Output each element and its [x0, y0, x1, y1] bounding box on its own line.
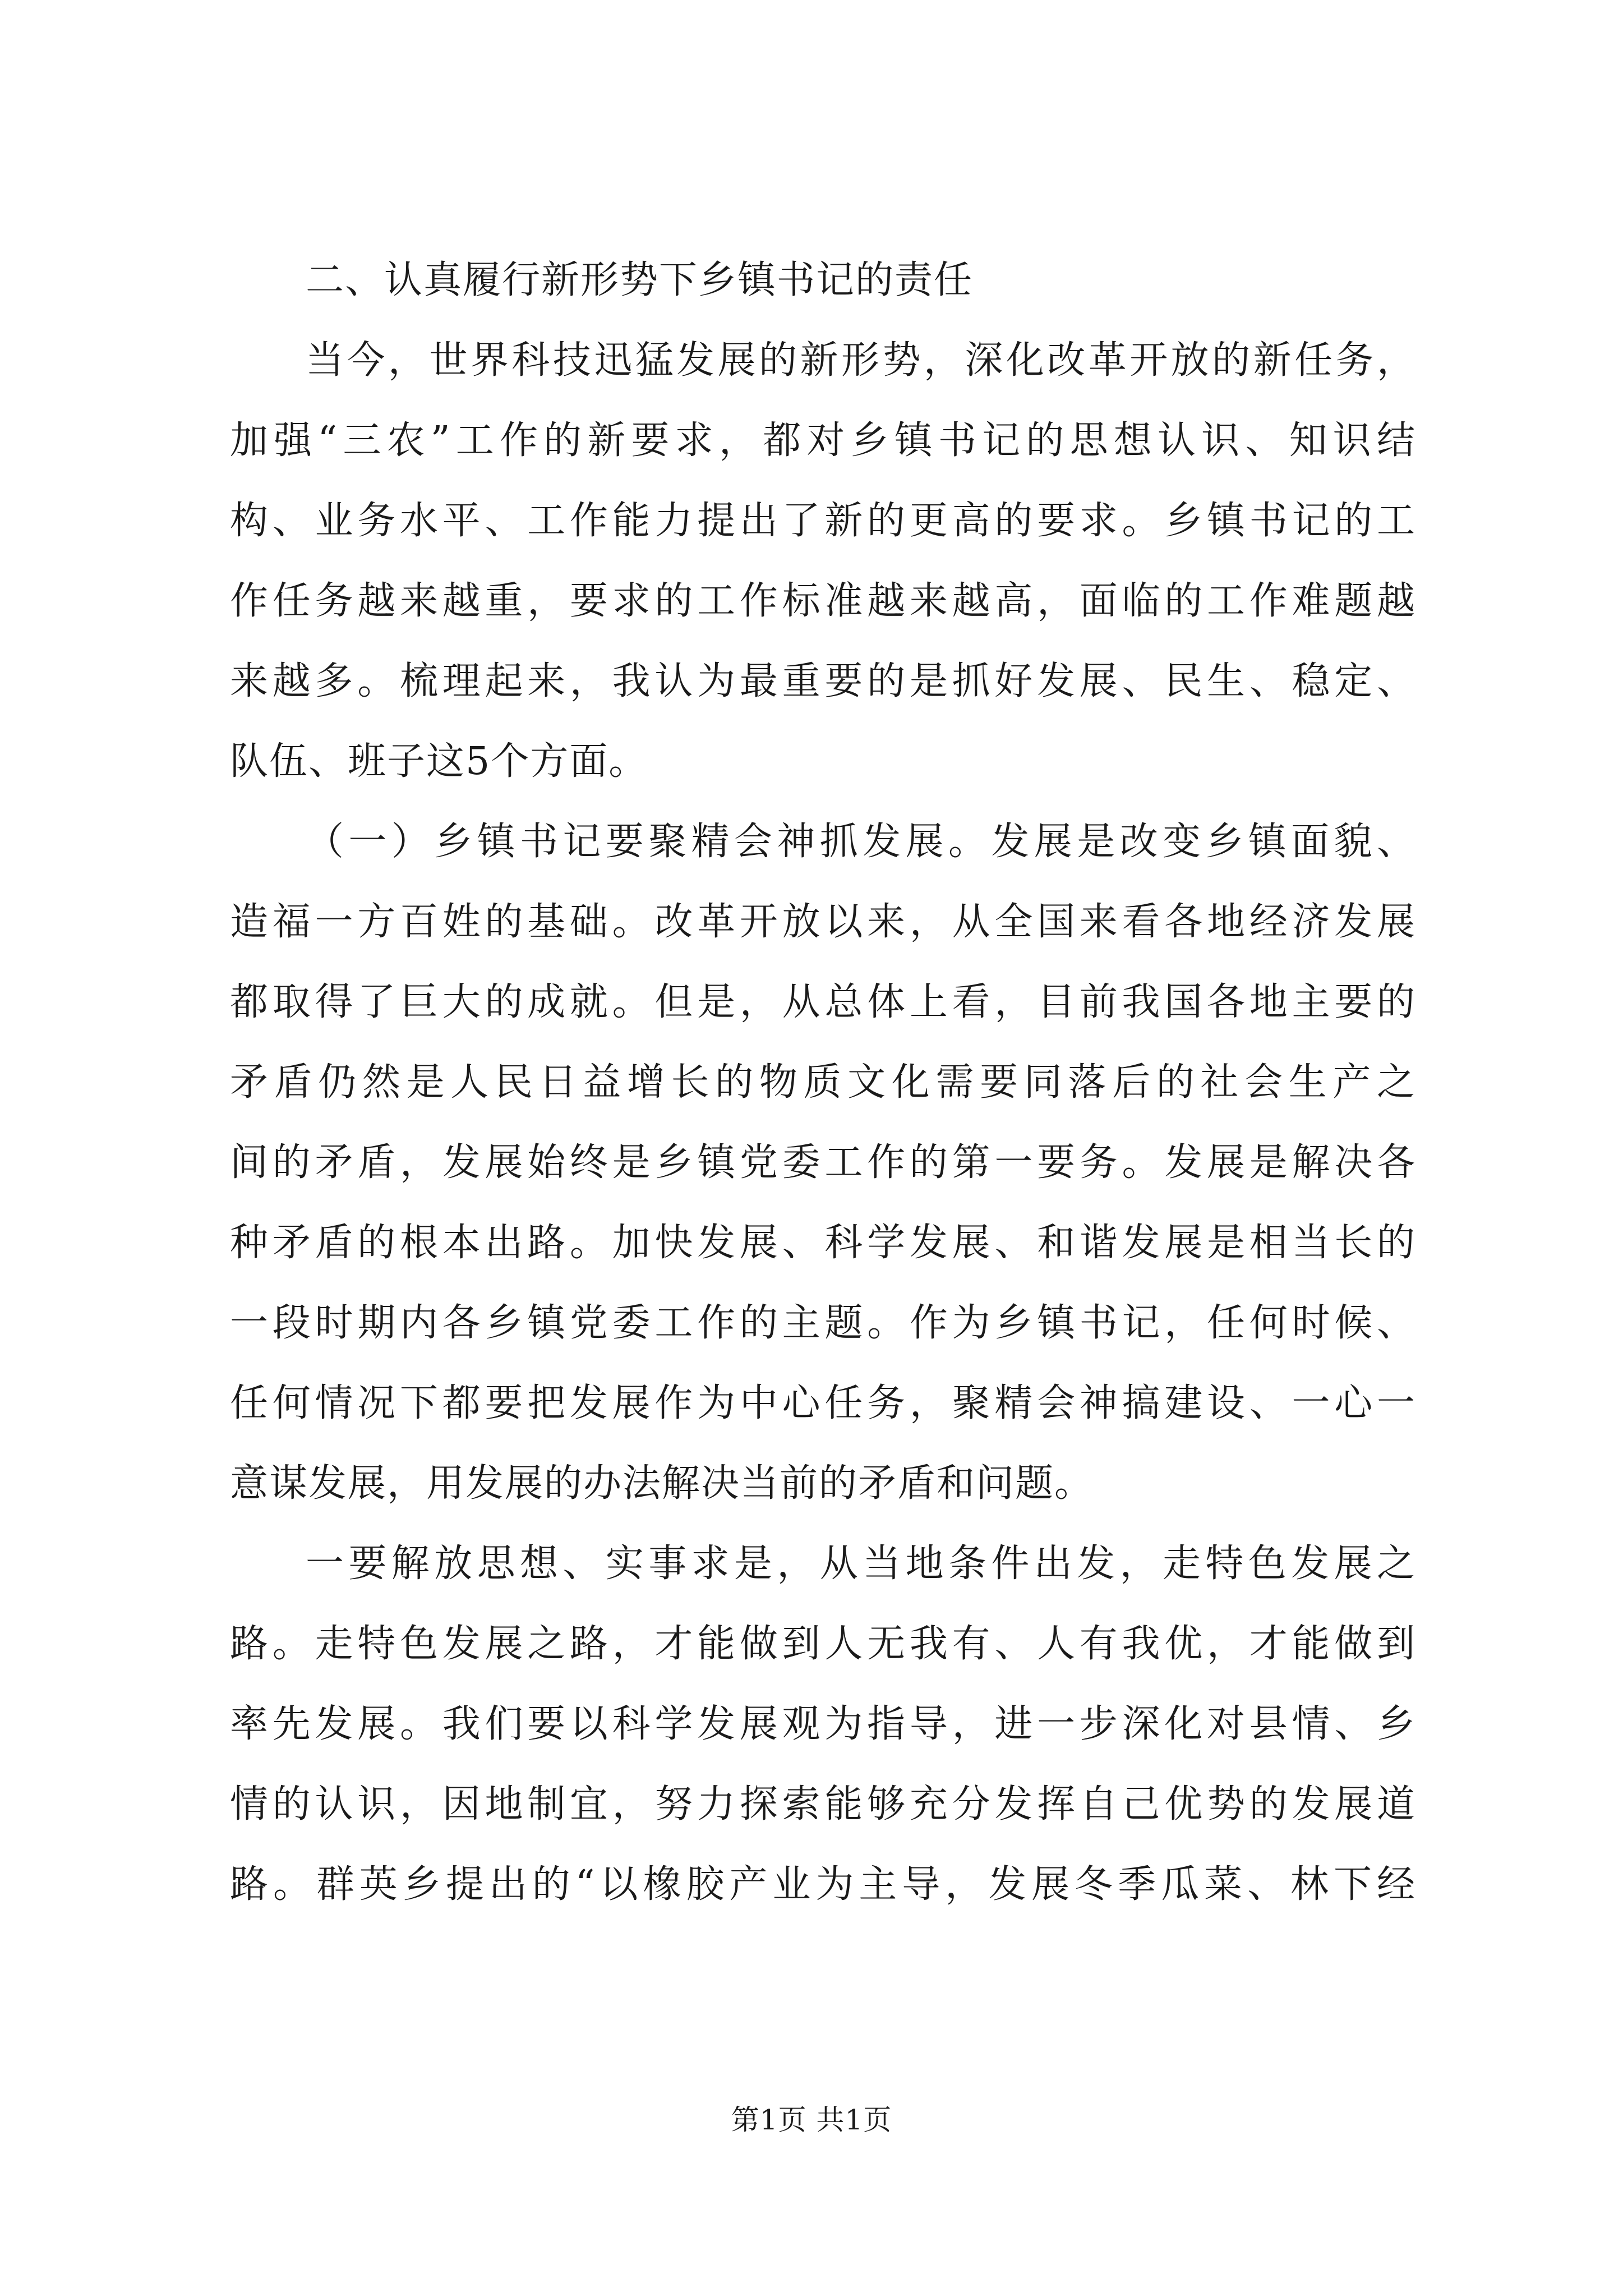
paragraph-line: 路。走特色发展之路，才能做到人无我有、人有我优，才能做到	[230, 1622, 1416, 1666]
paragraph-3	[230, 1542, 1416, 1907]
paragraph-line: （一）乡镇书记要聚精会神抓发展。发展是改变乡镇面貌、	[306, 820, 1416, 864]
paragraph-line: 一段时期内各乡镇党委工作的主题。作为乡镇书记，任何时候、	[230, 1301, 1416, 1345]
paragraph-line: 构、业务水平、工作能力提出了新的更高的要求。乡镇书记的工	[230, 499, 1416, 543]
paragraph-line: 意谋发展，用发展的办法解决当前的矛盾和问题。	[230, 1461, 1094, 1506]
paragraph-line: 都取得了巨大的成就。但是，从总体上看，目前我国各地主要的	[230, 980, 1416, 1024]
paragraph-line: 造福一方百姓的基础。改革开放以来，从全国来看各地经济发展	[230, 900, 1416, 944]
paragraph-line: 矛盾仍然是人民日益增长的物质文化需要同落后的社会生产之	[230, 1060, 1416, 1105]
paragraph-line: 路。群英乡提出的“以橡胶产业为主导，发展冬季瓜菜、林下经	[230, 1862, 1416, 1907]
document-body	[230, 254, 1416, 1946]
paragraph-line: 一要解放思想、实事求是，从当地条件出发，走特色发展之	[306, 1542, 1416, 1586]
paragraph-line: 当今，世界科技迅猛发展的新形势，深化改革开放的新任务，	[306, 338, 1416, 383]
paragraph-line: 加强“三农”工作的新要求，都对乡镇书记的思想认识、知识结	[230, 418, 1416, 463]
paragraph-line: 队伍、班子这5个方面。	[230, 739, 648, 784]
paragraph-1	[230, 338, 1416, 784]
paragraph-line: 种矛盾的根本出路。加快发展、科学发展、和谐发展是相当长的	[230, 1221, 1416, 1265]
paragraph-line: 间的矛盾，发展始终是乡镇党委工作的第一要务。发展是解决各	[230, 1140, 1416, 1185]
paragraph-line: 作任务越来越重，要求的工作标准越来越高，面临的工作难题越	[230, 579, 1416, 623]
paragraph-2	[230, 820, 1416, 1506]
paragraph-line: 率先发展。我们要以科学发展观为指导，进一步深化对县情、乡	[230, 1702, 1416, 1746]
section-heading: 二、认真履行新形势下乡镇书记的责任	[306, 258, 974, 302]
paragraph-line: 情的认识，因地制宜，努力探索能够充分发挥自己优势的发展道	[230, 1782, 1416, 1826]
page-footer: 第1页 共1页	[731, 2104, 892, 2136]
paragraph-line: 来越多。梳理起来，我认为最重要的是抓好发展、民生、稳定、	[230, 659, 1416, 703]
paragraph-line: 任何情况下都要把发展作为中心任务，聚精会神搞建设、一心一	[230, 1381, 1416, 1425]
